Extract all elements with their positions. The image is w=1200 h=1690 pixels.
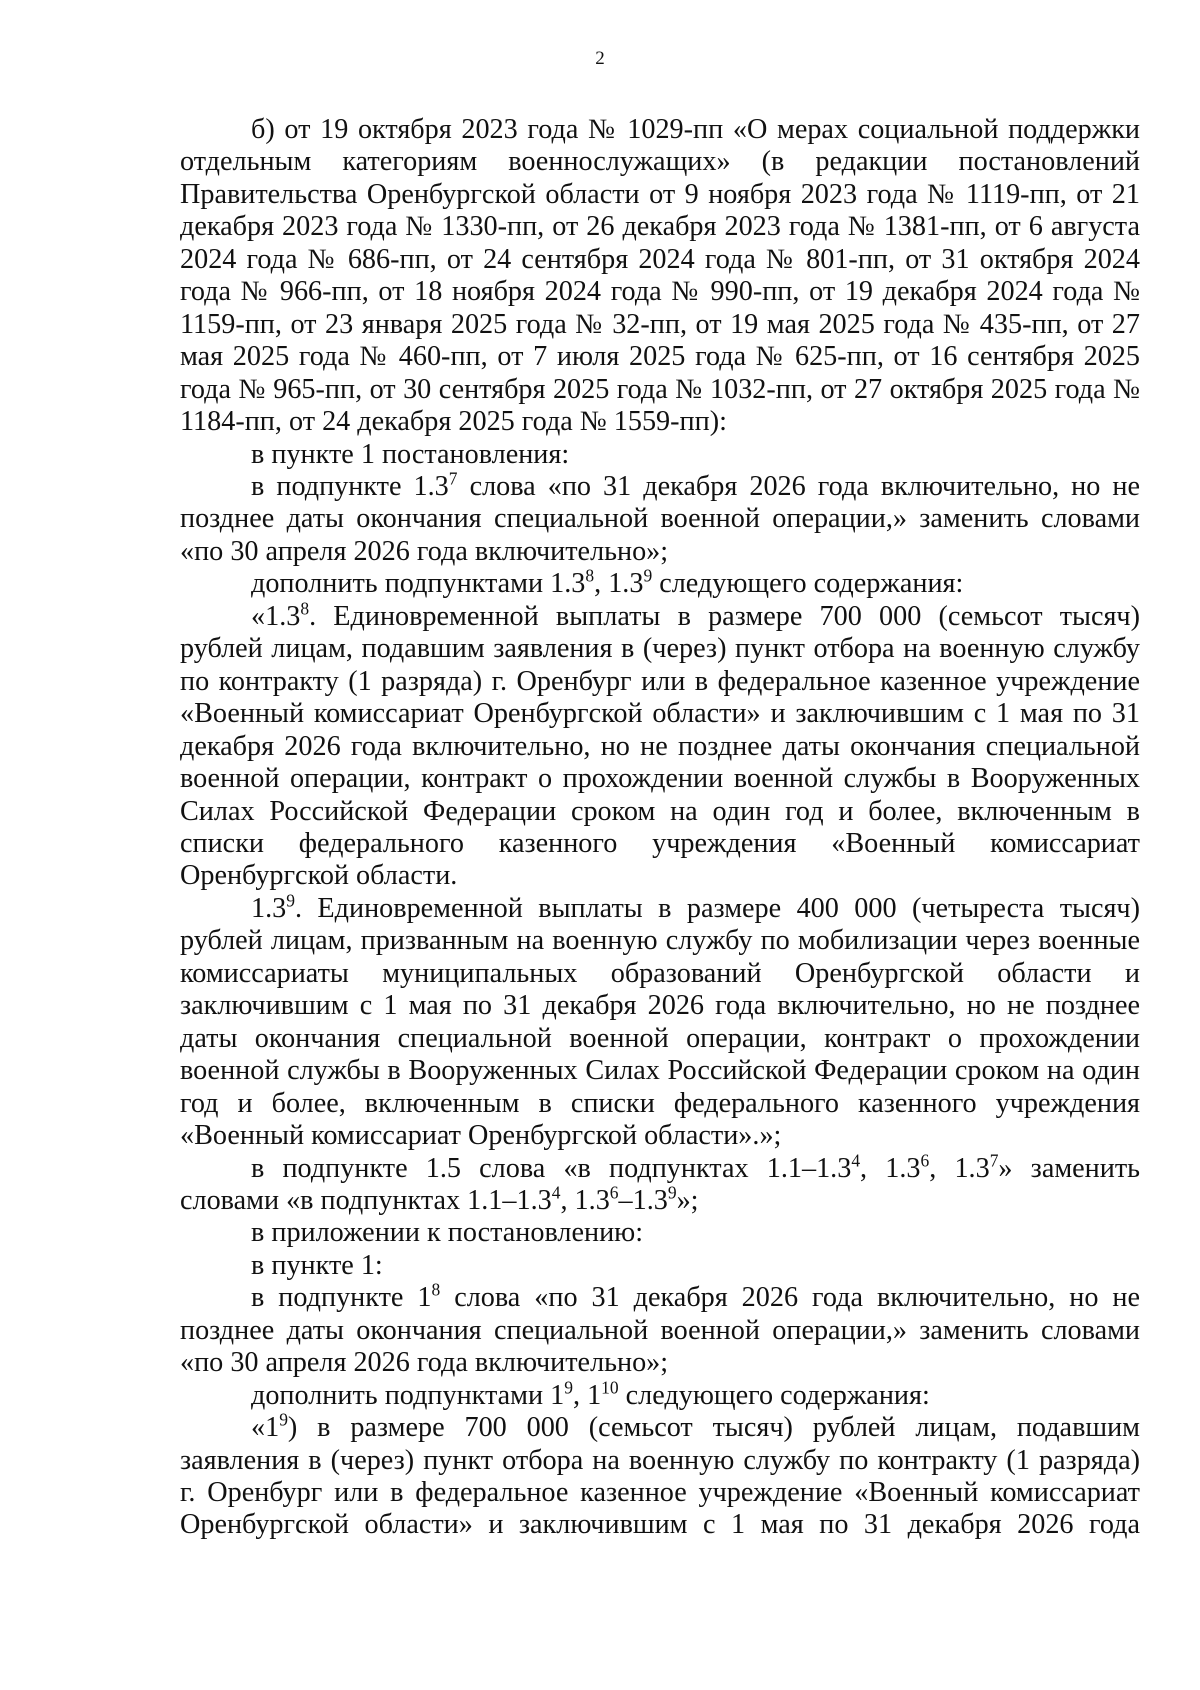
text-run: . Единовременной выплаты в размере 700 000 (семьсот тысяч) рублей лицам, подавшим заявления в (через) пункт отбора на военную службу по контракту (1 разряда) г. Оренбург или в федеральное казенное учреждение «Военный комиссариат Оренбургской области» и заключившим с 1 мая по 31 декабря 2026 года включительно, но не позднее даты окончания специальной военной операции, контракт о прохождении военной службы в Вооруженных Силах Российской Федерации сроком на один год и более, включенным в списки федерального казенного учреждения «Военный комиссариат Оренбургской области. xyxy=(180,600,1140,892)
text-run: в подпункте 1.5 слова «в подпунктах 1.1–1.3 xyxy=(251,1152,852,1184)
paragraph-b-decree-1029 xyxy=(180,114,1140,439)
text-run: , 1.3 xyxy=(560,1184,610,1216)
superscript-index: 8 xyxy=(585,565,595,586)
superscript-index: 7 xyxy=(989,1150,999,1171)
text-run: в подпункте 1.3 xyxy=(251,470,449,502)
paragraph-subpoint-1-3-7 xyxy=(180,468,1141,568)
superscript-index: 9 xyxy=(667,1182,677,1203)
paragraph-subpoint-1-3-9 xyxy=(180,890,1140,1153)
paragraph-appendix-intro xyxy=(180,1217,1140,1249)
superscript-index: 9 xyxy=(279,1409,288,1430)
text-run: следующего содержания: xyxy=(618,1379,930,1411)
superscript-index: 6 xyxy=(609,1182,619,1203)
text-run: в подпункте 1 xyxy=(251,1282,432,1314)
paragraph-point-1-intro xyxy=(180,439,1140,471)
superscript-index: 4 xyxy=(851,1150,861,1171)
text-run: дополнить подпунктами 1.3 xyxy=(251,568,586,600)
text-run: «1.3 xyxy=(251,600,301,632)
paragraph-appendix-supplement xyxy=(180,1377,1140,1412)
text-run: в пункте 1 постановления: xyxy=(251,438,570,470)
paragraph-supplement-subpoints xyxy=(180,565,1140,600)
superscript-index: 9 xyxy=(564,1377,573,1398)
text-run: следующего содержания: xyxy=(652,568,964,600)
paragraph-appendix-point-1 xyxy=(180,1250,1140,1282)
text-run: в пункте 1: xyxy=(251,1249,383,1281)
text-run: слова «по 31 декабря 2026 года включительно, но не позднее даты окончания специальной военной операции,» заменить словами «по 30 апреля 2026 года включительно»; xyxy=(180,1282,1141,1379)
text-run: –1.3 xyxy=(618,1184,668,1216)
text-run: б) от 19 октября 2023 года № 1029-пп «О мерах социальной поддержки отдельным категориям военнослужащих» (в редакции постановлений Правительства Оренбургской области от 9 ноября 2023 года № 1119-пп, от 21 декабря 2023 года № 1330-пп, от 26 декабря 2023 года № 1381-пп, от 6 августа 2024 года № 686-пп, от 24 сентября 2024 года № 801-пп, от 31 октября 2024 года № 966-пп, от 18 ноября 2024 года № 990-пп, от 19 декабря 2024 года № 1159-пп, от 23 января 2025 года № 32-пп, от 19 мая 2025 года № 435-пп, от 27 мая 2025 года № 460-пп, от 7 июля 2025 года № 625-пп, от 16 сентября 2025 года № 965-пп, от 30 сентября 2025 года № 1032-пп, от 27 октября 2025 года № 1184-пп, от 24 декабря 2025 года № 1559-пп): xyxy=(180,114,1140,438)
text-run: слова «по 31 декабря 2026 года включительно, но не позднее даты окончания специальной военной операции,» заменить словами «по 30 апреля 2026 года включительно»; xyxy=(180,470,1141,567)
superscript-index: 8 xyxy=(300,598,310,619)
superscript-index: 6 xyxy=(920,1150,930,1171)
text-run: «1 xyxy=(251,1412,280,1444)
text-run: , 1.3 xyxy=(860,1152,921,1184)
text-run: ) в размере 700 000 (семьсот тысяч) рублей лицам, подавшим заявления в (через) пункт отбора на военную службу по контракту (1 разряда) г. Оренбург или в федеральное казенное учреждение «Военный комиссариат Оренбургской области» и заключившим с 1 мая по 31 декабря 2026 года xyxy=(180,1412,1140,1541)
text-run: , 1.3 xyxy=(594,568,644,600)
superscript-index: 4 xyxy=(551,1182,561,1203)
text-run: , 1 xyxy=(572,1379,602,1411)
text-run: дополнить подпунктами 1 xyxy=(251,1379,565,1411)
superscript-index: 8 xyxy=(431,1279,441,1300)
paragraph-subpoint-1-5 xyxy=(180,1150,1141,1218)
text-run: »; xyxy=(676,1184,699,1216)
text-run: , 1.3 xyxy=(929,1152,990,1184)
text-run: 1.3 xyxy=(251,892,287,924)
superscript-index: 7 xyxy=(448,468,458,489)
text-run: » заменить словами «в подпунктах 1.1–1.3 xyxy=(180,1152,1141,1216)
superscript-index: 10 xyxy=(601,1377,619,1398)
text-run: . Единовременной выплаты в размере 400 000 (четыреста тысяч) рублей лицам, призванным на военную службу по мобилизации через военные комиссариаты муниципальных образований Оренбургской области и заключившим с 1 мая по 31 декабря 2026 года включительно, но не позднее даты окончания специальной военной операции, контракт о прохождении военной службы в Вооруженных Силах Российской Федерации сроком на один год и более, включенным в списки федерального казенного учреждения «Военный комиссариат Оренбургской области».»; xyxy=(180,892,1140,1152)
superscript-index: 9 xyxy=(643,565,653,586)
paragraph-subpoint-1-3-8 xyxy=(180,598,1140,893)
superscript-index: 9 xyxy=(286,890,295,911)
document-body xyxy=(180,114,1140,1542)
paragraph-appendix-subpoint-1-9 xyxy=(180,1409,1140,1542)
page-number: 2 xyxy=(595,48,605,69)
paragraph-appendix-subpoint-1-8 xyxy=(180,1279,1141,1379)
text-run: в приложении к постановлению: xyxy=(251,1217,644,1249)
